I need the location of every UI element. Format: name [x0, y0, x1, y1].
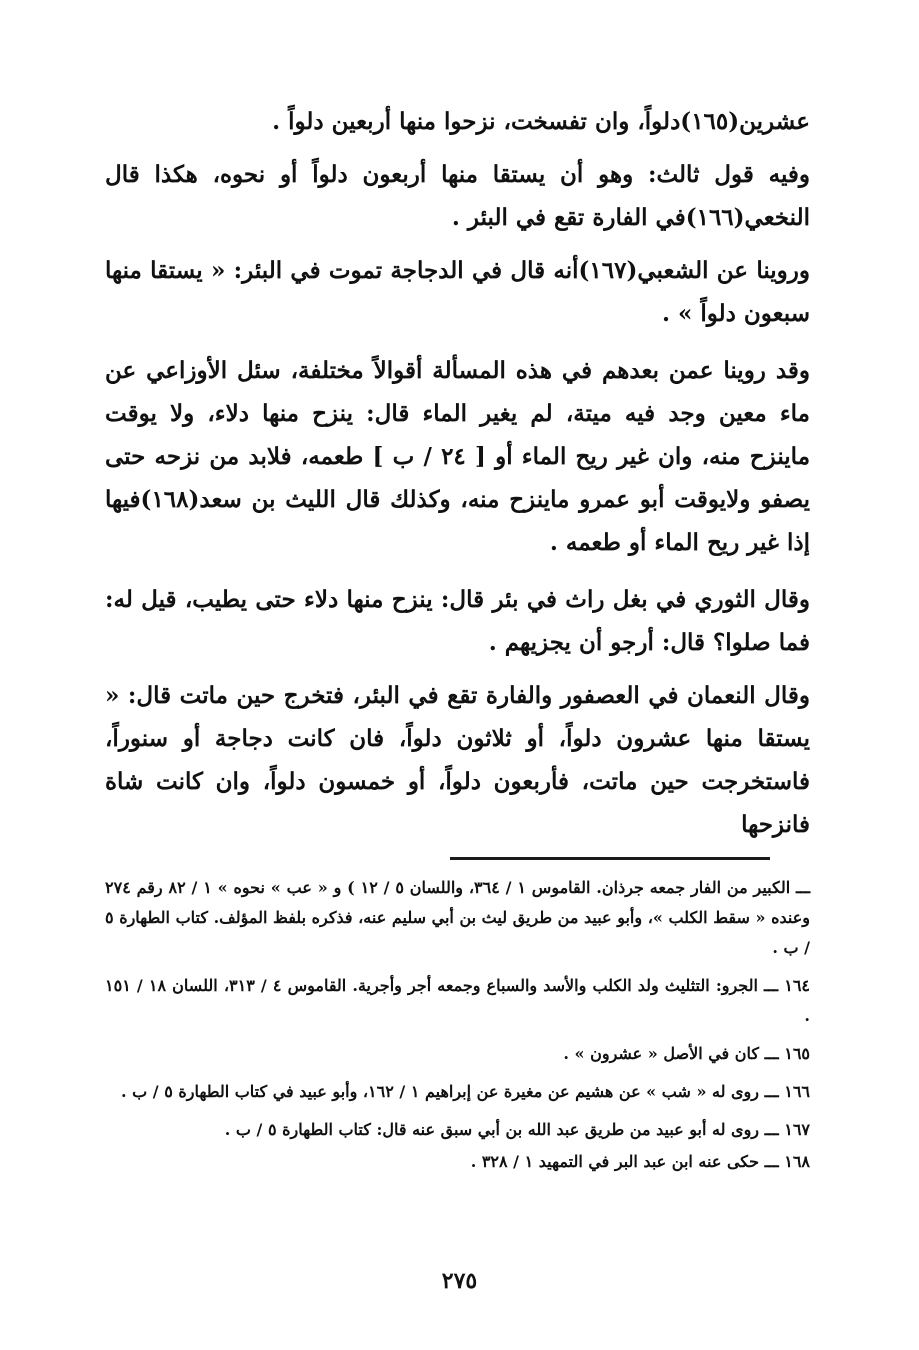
main-text-body [105, 100, 810, 856]
footnotes-section [105, 873, 810, 1185]
footnote-163: ـــ الكبير من الفار جمعه جرذان. القاموس ١ / ٣٦٤، واللسان ٥ / ١٢ ) و « عب » نحوه » ١ / ٨٢ رقم ٢٧٤ وعنده « سقط الكلب »، وأبو عبيد من طريق ليث بن أبي سليم عنه، فذكره بلفظ المؤلف. كتاب الطهارة ٥ / ب . [105, 878, 811, 957]
footnote-168: ١٦٨ ـــ حكى عنه ابن عبد البر في التمهيد ١ / ٣٢٨ . [470, 1152, 810, 1171]
paragraph-1: عشرين(١٦٥)دلواً، وان تفسخت، نزحوا منها أربعين دلواً . [272, 108, 810, 135]
footnote-164: ١٦٤ ـــ الجرو: التثليث ولد الكلب والأسد والسباع وجمعه أجر وأجرية. القاموس ٤ / ٣١٣، اللسان ١٨ / ١٥١ . [105, 976, 811, 1025]
footnote-165: ١٦٥ ـــ كان في الأصل « عشرون » . [563, 1044, 810, 1063]
page-number: ٢٧٥ [441, 1268, 478, 1294]
paragraph-2: وفيه قول ثالث: وهو أن يستقا منها أربعون دلواً أو نحوه، هكذا قال النخعي(١٦٦)في الفارة تقع في البئر . [105, 161, 810, 231]
paragraph-6: وقال النعمان في العصفور والفارة تقع في البئر، فتخرج حين ماتت قال: « يستقا منها عشرون دلواً، أو ثلاثون دلواً، فان كانت دجاجة أو سنوراً، فاستخرجت حين ماتت، فأربعون دلواً، أو خمسون دلواً، وان كانت شاة فانزحها [105, 682, 810, 838]
footnote-167: ١٦٧ ـــ روى له أبو عبيد من طريق عبد الله بن أبي سبق عنه قال: كتاب الطهارة ٥ / ب . [224, 1120, 810, 1139]
footnote-divider [450, 857, 770, 860]
paragraph-3: وروينا عن الشعبي(١٦٧)أنه قال في الدجاجة تموت في البئر: « يستقا منها سبعون دلواً » . [105, 257, 810, 327]
paragraph-4: وقد روينا عمن بعدهم في هذه المسألة أقوالاً مختلفة، سئل الأوزاعي عن ماء معين وجد فيه ميتة، لم يغير الماء قال: ينزح منها دلاء، ولا يوقت ماينزح منه، وان غير ريح الماء أو [ ٢٤ / ب ] طعمه، فلابد من نزحه حتى يصفو ولايوقت أبو عمرو ماينزح منه، وكذلك قال الليث بن سعد(١٦٨)فيها إذا غير ريح الماء أو طعمه . [105, 357, 811, 556]
paragraph-5: وقال الثوري في بغل راث في بئر قال: ينزح منها دلاء حتى يطيب، قيل له: فما صلوا؟ قال: أرجو أن يجزيهم . [105, 586, 810, 656]
footnote-166: ١٦٦ ـــ روى له « شب » عن هشيم عن مغيرة عن إبراهيم ١ / ١٦٢، وأبو عبيد في كتاب الطهارة ٥ / ب . [121, 1082, 810, 1101]
